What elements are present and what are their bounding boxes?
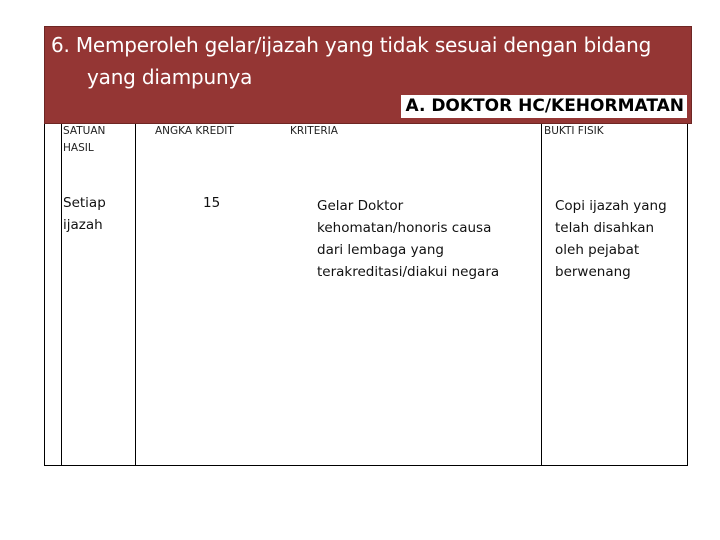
slide-title-line-2: yang diampunya xyxy=(87,65,253,89)
criteria-table xyxy=(44,124,688,466)
column-divider-1 xyxy=(135,124,136,465)
header-angka-kredit: ANGKA KREDIT xyxy=(155,125,234,137)
header-kriteria: KRITERIA xyxy=(290,125,338,137)
cell-bukti-fisik: Copi ijazah yang telah disahkan oleh pejabat berwenang xyxy=(555,198,667,280)
slide-title-line-1: 6. Memperoleh gelar/ijazah yang tidak sesuai dengan bidang xyxy=(51,33,652,57)
table-left-margin-line xyxy=(61,124,62,465)
cell-angka-kredit: 15 xyxy=(203,195,221,211)
cell-kriteria: Gelar Doktor kehomatan/honoris causa dari lembaga yang terakreditasi/diakui negara xyxy=(317,198,500,280)
header-satuan-hasil: SATUAN HASIL xyxy=(63,125,106,154)
column-divider-2 xyxy=(541,124,542,465)
header-bukti-fisik: BUKTI FISIK xyxy=(544,125,604,137)
cell-satuan-hasil: Setiap ijazah xyxy=(63,195,106,233)
section-subtitle: A. DOKTOR HC/KEHORMATAN xyxy=(401,95,687,118)
title-band xyxy=(44,26,692,124)
